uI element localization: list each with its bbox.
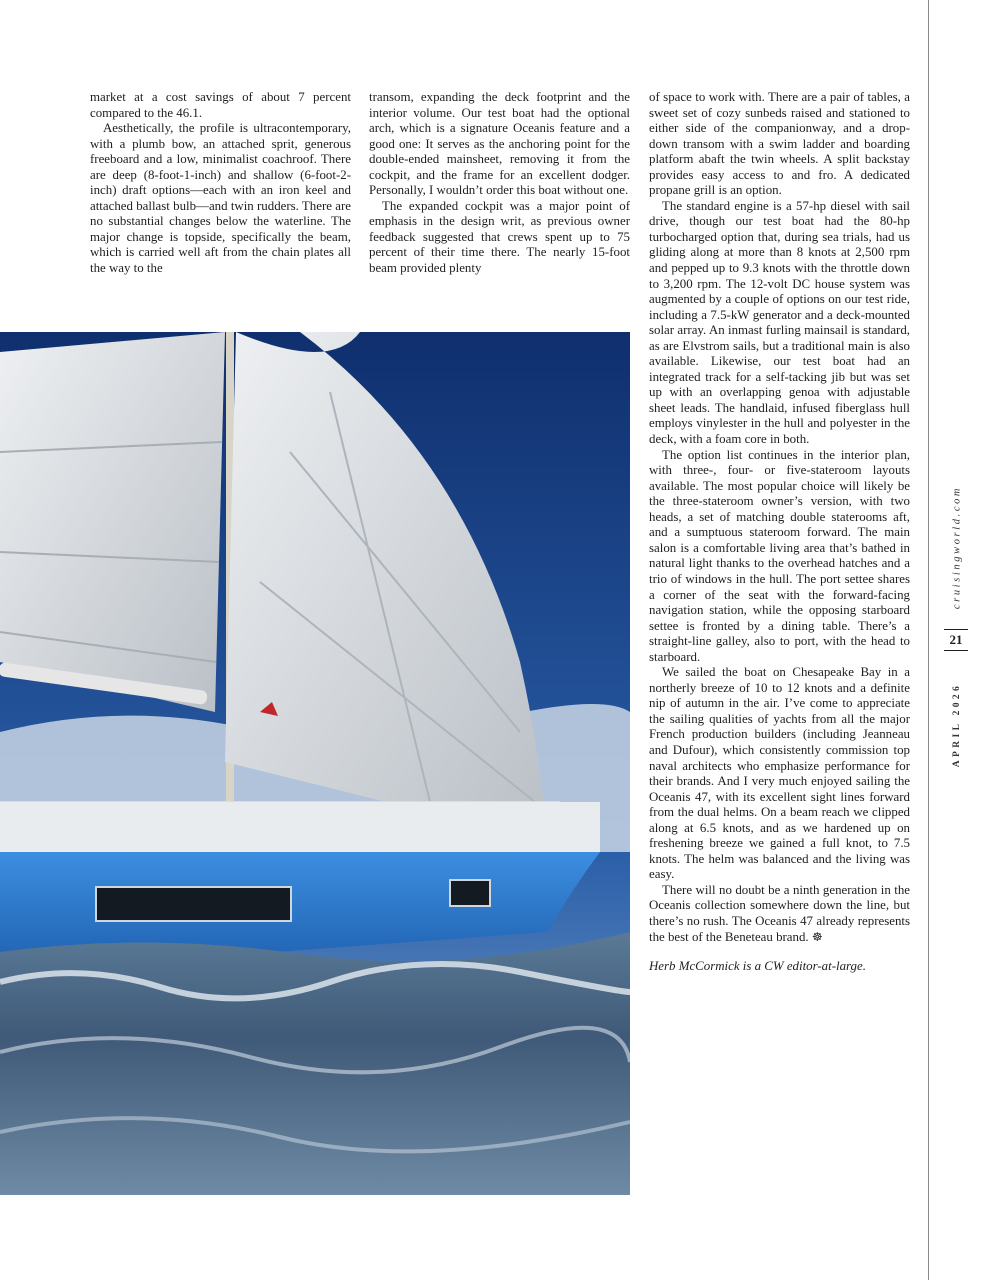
page-number: 21 — [944, 629, 968, 651]
margin-rule — [928, 0, 929, 1280]
paragraph: The expanded cockpit was a major point of emphasis in the design writ, as previous owner feedback suggested that crews spent up to 75 percent of their time there. The nearly 15-foot beam provided plenty — [369, 198, 630, 276]
sailboat-photo — [0, 332, 630, 1195]
paragraph: of space to work with. There are a pair of tables, a sweet set of cozy sunbeds raised and stationed to either side of the companionway, and a drop-down transom with a swim ladder and boarding platform abaft the twin wheels. A split backstay provides easy access to and fro. A dedicated propane grill is an option. — [649, 90, 910, 198]
paragraph — [649, 883, 910, 945]
author-byline: Herb McCormick is a CW editor-at-large. — [649, 959, 866, 974]
paragraph: market at a cost savings of about 7 percent compared to the 46.1. — [90, 90, 351, 120]
paragraph: The option list continues in the interior plan, with three-, four- or five-stateroom layouts available. The most popular choice will likely be the three-stateroom owner’s version, with two heads, a set of matching double staterooms aft, and a sumptuous stateroom forward. The main salon is a comfortable living area that’s bathed in natural light thanks to the overhead hatches and a trio of windows in the hull. The port settee shares a corner of the seat with the forward-facing navigation station, while the opposing starboard settee is fronted by a dining table. There’s a straight-line galley, also to port, with the head to starboard. — [649, 447, 910, 664]
ship-wheel-icon: ☸ — [811, 929, 823, 944]
paragraph: The standard engine is a 57-hp diesel with sail drive, though our test boat had the 80-hp turbocharged option that, during sea trials, had us gliding along at more than 8 knots at 2,500 rpm and pepped up to 9.3 knots with the throttle down to 3,200 rpm. The 12-volt DC house system was augmented by a couple of options on our test ride, including a 7.5-kW generator and a deck-mounted solar array. An inmast furling mainsail is standard, as are Elvstrom sails, but a traditional main is also available. Likewise, our test boat had an integrated track for a self-tacking jib but was set up with an overlapping genoa with adjustable sheet leads. The handlaid, infused fiberglass hull employs vinylester in the hull and polyester in the deck, with a foam core in both. — [649, 198, 910, 447]
website-url: cruisingworld.com — [951, 485, 963, 610]
article-column-1 — [90, 90, 351, 277]
paragraph: transom, expanding the deck footprint and the interior volume. Our test boat had the optional arch, which is a signature Oceanis feature and a good one: It serves as the anchoring point for the double-ended mainsheet, removing it from the cockpit, and the frame for an excellent dodger. Personally, I wouldn’t order this boat without one. — [369, 90, 630, 198]
issue-date: APRIL 2026 — [952, 682, 962, 768]
paragraph: Aesthetically, the profile is ultracontemporary, with a plumb bow, an attached sprit, generous freeboard and a low, minimalist coachroof. There are deep (8-foot-1-inch) and shallow (6-foot-2-inch) draft options—each with an iron keel and attached ballast bulb—and twin rudders. There are no substantial changes below the waterline. The major change is topside, specifically the beam, which is carried well aft from the chain plates all the way to the — [90, 121, 351, 276]
article-column-2 — [369, 90, 630, 277]
sailboat-illustration — [0, 332, 630, 1195]
paragraph: We sailed the boat on Chesapeake Bay in a northerly breeze of 10 to 12 knots and a definite nip of autumn in the air. I’ve come to appreciate the sailing qualities of yachts from all the major French production builders (including Jeanneau and Dufour), which consistently commission top naval architects who emphasize performance for their brands. And I very much enjoyed sailing the Oceanis 47, with its excellent sight lines forward from the dual helms. On a beam reach we clipped along at 6.5 knots, and as we hardened up on freshening breeze we gained a full knot, to 7.5 knots. The helm was balanced and the living was easy. — [649, 665, 910, 882]
article-column-3 — [649, 90, 910, 975]
paragraph-text: There will no doubt be a ninth generation in the Oceanis collection somewhere down the line, but there’s no rush. The Oceanis 47 already represents the best of the Beneteau brand. — [649, 882, 910, 944]
